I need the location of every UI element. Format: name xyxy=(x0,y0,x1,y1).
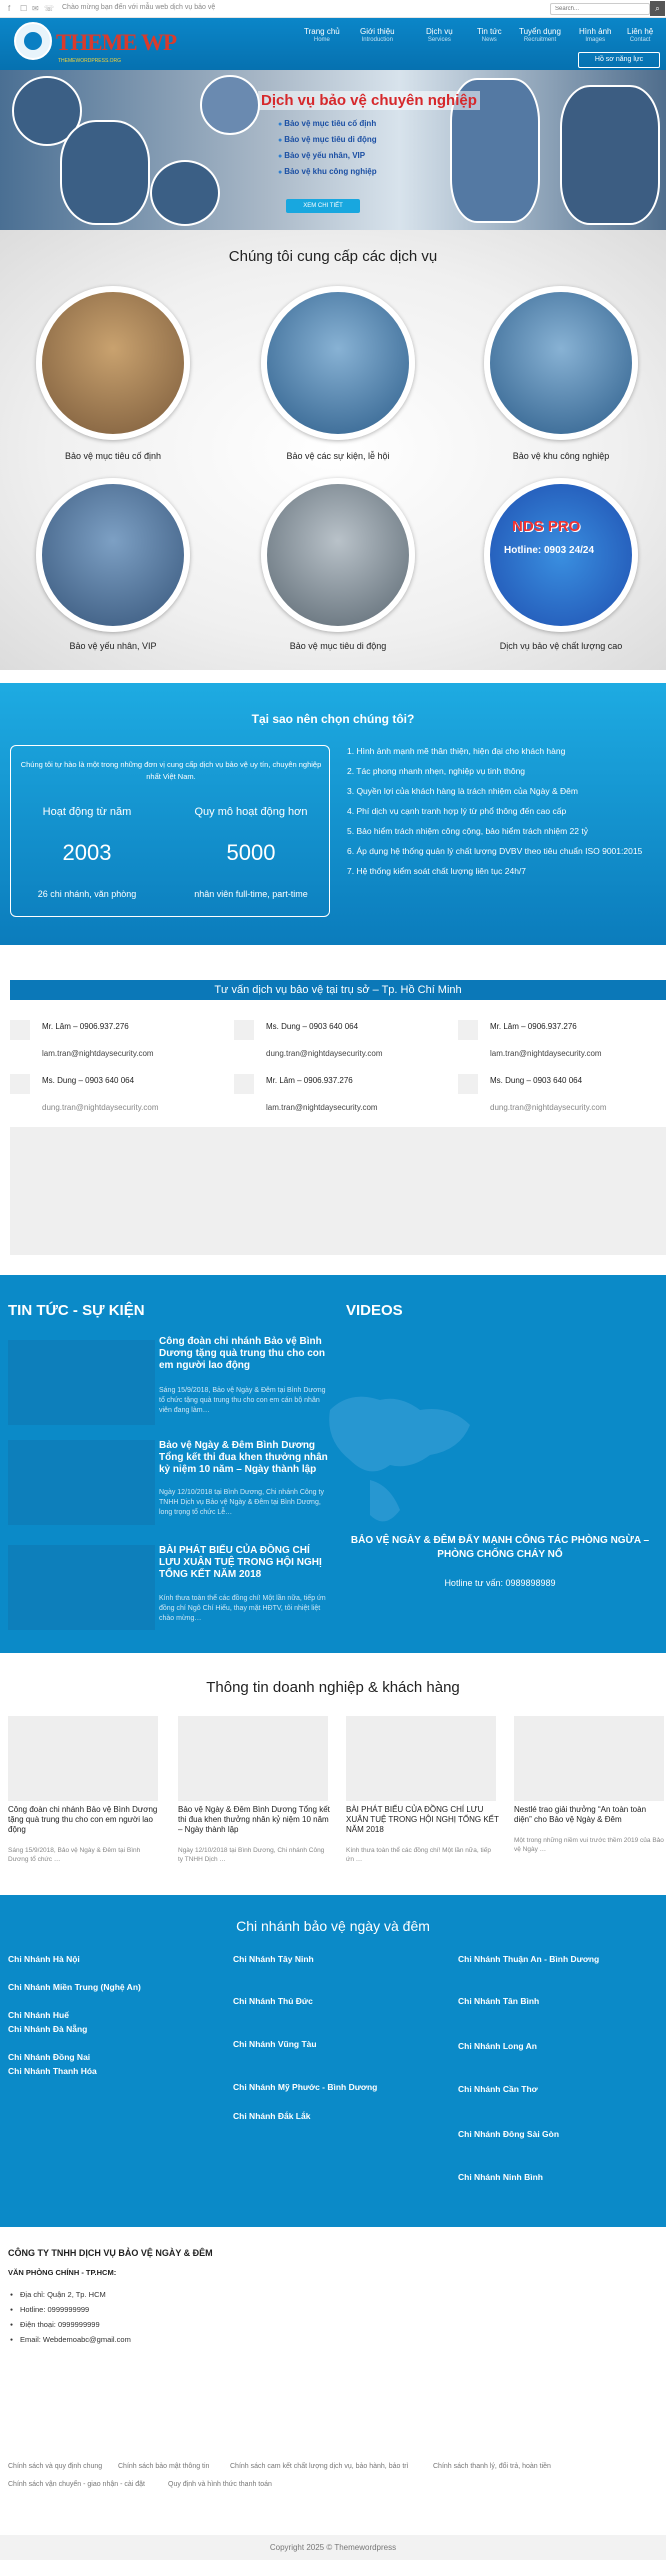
business-thumbnail[interactable] xyxy=(8,1716,158,1801)
why-title: Tại sao nên chọn chúng tôi? xyxy=(251,712,415,726)
business-title: Thông tin doanh nghiệp & khách hàng xyxy=(206,1679,460,1696)
nav-contact[interactable]: Liên hệ Contact xyxy=(627,27,654,43)
hero-list xyxy=(278,116,377,180)
logo-text[interactable]: THEME WP xyxy=(56,30,177,55)
business-item-title[interactable]: Bảo vệ Ngày & Đêm Bình Dương Tổng kết thi đua khen thưởng nhân kỷ niệm 10 năm – Ngày thành lập xyxy=(178,1805,330,1834)
branch-link[interactable]: Chi Nhánh Cần Thơ xyxy=(458,2084,538,2094)
nav-news[interactable]: Tin tức News xyxy=(477,27,502,43)
footer-address: ● Địa chỉ: Quận 2, Tp. HCM xyxy=(20,2290,106,2299)
reasons-list xyxy=(347,745,647,885)
news-item-title[interactable]: Công đoàn chi nhánh Bảo vệ Bình Dương tặng quà trung thu cho con em người lao động xyxy=(159,1336,325,1371)
business-item-desc: Kính thưa toàn thể các đồng chí! Một lần nữa, tiếp ứn … xyxy=(346,1847,491,1863)
list-item: ● Bảo vệ mục tiêu di động xyxy=(278,132,377,148)
contact-icon xyxy=(458,1020,478,1040)
stat-number: 5000 xyxy=(226,840,276,865)
profile-button[interactable]: Hồ sơ năng lực xyxy=(578,52,660,68)
news-title: TIN TỨC - SỰ KIỆN xyxy=(8,1302,145,1319)
business-item-desc: Sáng 15/9/2018, Bảo vệ Ngày & Đêm tại Bình Dương tổ chức … xyxy=(8,1847,141,1863)
search-input[interactable] xyxy=(550,3,650,15)
services-title: Chúng tôi cung cấp các dịch vụ xyxy=(228,248,438,265)
contact-name: Ms. Dung – 0903 640 064 xyxy=(490,1076,583,1085)
footer-link[interactable]: Chính sách bảo mật thông tin xyxy=(118,2463,210,2470)
footer-company: CÔNG TY TNHH DỊCH VỤ BẢO VỆ NGÀY & ĐÊM xyxy=(8,2248,213,2258)
footer-phone: ● Điện thoại: 0999999999 xyxy=(20,2320,100,2329)
video-caption[interactable]: BẢO VỆ NGÀY & ĐÊM ĐẨY MẠNH CÔNG TÁC PHÒNG NGỪA – PHÒNG CHỐNG CHÁY NỔ xyxy=(350,1535,650,1560)
business-thumbnail[interactable] xyxy=(514,1716,664,1801)
contact-name: Ms. Dung – 0903 640 064 xyxy=(42,1076,135,1085)
contact-email[interactable]: dung.tran@nightdaysecurity.com xyxy=(42,1103,159,1112)
nav-images[interactable]: Hình ảnh Images xyxy=(579,27,612,43)
nav-home[interactable]: Trang chủ Home xyxy=(304,27,340,43)
contact-icon xyxy=(458,1074,478,1094)
branch-link[interactable]: Chi Nhánh Huế xyxy=(8,2010,69,2020)
stat-footer: 26 chi nhánh, văn phòng xyxy=(37,889,137,899)
service-label[interactable]: Bảo vệ khu công nghiệp xyxy=(512,451,610,461)
facebook-icon[interactable]: f xyxy=(8,4,11,13)
contact-icon xyxy=(10,1020,30,1040)
logo-icon[interactable] xyxy=(14,22,52,60)
contact-name: Mr. Lâm – 0906.937.276 xyxy=(490,1022,577,1031)
news-thumbnail[interactable] xyxy=(8,1545,155,1630)
guard-photo xyxy=(60,120,150,225)
footer-link[interactable]: Chính sách thanh lý, đổi trả, hoàn tiền xyxy=(433,2463,551,2470)
nav-recruitment[interactable]: Tuyển dụng Recruitment xyxy=(519,27,561,43)
hero-title: Dịch vụ bảo vệ chuyên nghiệp xyxy=(258,91,480,110)
service-image[interactable] xyxy=(261,286,415,440)
stat-heading: Quy mô hoạt động hơn xyxy=(194,806,308,818)
business-item-title[interactable]: Công đoàn chi nhánh Bảo vệ Bình Dương tặng quà trung thu cho con em người lao động xyxy=(8,1805,158,1834)
news-thumbnail[interactable] xyxy=(8,1340,155,1425)
service-label[interactable]: Bảo vệ các sự kiện, lễ hội xyxy=(286,451,390,461)
service-image[interactable] xyxy=(36,286,190,440)
contact-email[interactable]: dung.tran@nightdaysecurity.com xyxy=(490,1103,607,1112)
service-label[interactable]: Bảo vệ mục tiêu cố định xyxy=(64,451,162,461)
list-item: 6. Áp dụng hệ thống quản lý chất lượng DVBV theo tiêu chuẩn ISO 9001:2015 xyxy=(347,846,643,856)
videos-title: VIDEOS xyxy=(346,1302,403,1319)
phone-icon[interactable]: ☏ xyxy=(44,4,55,13)
contact-name: Ms. Dung – 0903 640 064 xyxy=(266,1022,359,1031)
footer-link[interactable]: Chính sách cam kết chất lượng dịch vụ, bảo hành, bảo trì xyxy=(230,2463,409,2470)
twitter-icon[interactable]: ☐ xyxy=(20,4,28,13)
business-item-desc: Ngày 12/10/2018 tại Bình Dương, Chi nhánh Công ty TNHH Dịch … xyxy=(178,1847,325,1863)
contact-icon xyxy=(234,1074,254,1094)
top-bar xyxy=(0,0,666,18)
service-image[interactable] xyxy=(261,478,415,632)
contact-email[interactable]: lam.tran@nightdaysecurity.com xyxy=(266,1103,378,1112)
nav-services[interactable]: Dịch vụ Services xyxy=(426,27,453,43)
branch-link[interactable]: Chi Nhánh Đắk Lắk xyxy=(233,2111,311,2121)
list-item: 7. Hệ thống kiểm soát chất lượng liên tục 24h/7 xyxy=(347,866,527,876)
business-thumbnail[interactable] xyxy=(178,1716,328,1801)
logo-subtitle: THEMEWORDPRESS.ORG xyxy=(58,58,122,64)
video-hotline: Hotline tư vấn: 0989898989 xyxy=(444,1578,556,1588)
branch-link[interactable]: Chi Nhánh Mỹ Phước - Bình Dương xyxy=(233,2082,378,2092)
footer-link[interactable]: Chính sách và quy định chung xyxy=(8,2463,103,2470)
news-item-desc: Kính thưa toàn thể các đồng chí! Một lần nữa, tiếp ứn đồng chí Ngô Chí Hiếu, thay mặt HĐTV, tôi nhiệt liệt chào mừng… xyxy=(159,1595,326,1622)
welcome-message: Chào mừng bạn đến với mẫu web dịch vụ bảo vệ xyxy=(62,4,216,11)
guard-photo xyxy=(200,75,260,135)
branch-link[interactable]: Chi Nhánh Thủ Đức xyxy=(233,1996,313,2006)
branch-link[interactable]: Chi Nhánh Miền Trung (Nghệ An) xyxy=(8,1982,141,1992)
branch-link[interactable]: Chi Nhánh Ninh Bình xyxy=(458,2172,543,2182)
service-image[interactable] xyxy=(36,478,190,632)
contact-icon xyxy=(234,1020,254,1040)
footer-link[interactable]: Chính sách vận chuyển - giao nhận - cài đặt xyxy=(8,2481,145,2488)
news-item-desc: Sáng 15/9/2018, Bảo vệ Ngày & Đêm tại Bình Dương tổ chức tặng quà trung thu cho con em cán bộ nhân viên đang làm… xyxy=(159,1387,326,1414)
branch-link[interactable]: Chi Nhánh Thanh Hóa xyxy=(8,2066,97,2076)
list-item: 4. Phí dịch vụ cạnh tranh hợp lý từ phổ thông đến cao cấp xyxy=(347,806,567,816)
branch-link[interactable]: Chi Nhánh Hà Nội xyxy=(8,1954,80,1964)
contact-name: Mr. Lâm – 0906.937.276 xyxy=(266,1076,353,1085)
footer-link[interactable]: Quy định và hình thức thanh toán xyxy=(168,2481,272,2488)
list-item: ● Bảo vệ mục tiêu cố định xyxy=(278,116,377,132)
promo-hotline: Hotline: 0903 24/24 xyxy=(504,545,595,556)
guard-photo xyxy=(150,160,220,226)
contact-email[interactable]: lam.tran@nightdaysecurity.com xyxy=(42,1049,154,1058)
service-label[interactable]: Bảo vệ yếu nhân, VIP xyxy=(69,641,157,651)
branch-link[interactable]: Chi Nhánh Long An xyxy=(458,2041,538,2051)
contact-email[interactable]: dung.tran@nightdaysecurity.com xyxy=(266,1049,383,1058)
business-item-desc: Một trong những niềm vui trước thềm 2019 của Bảo vệ Ngày … xyxy=(514,1837,664,1853)
footer-office: VĂN PHÒNG CHÍNH - TP.HCM: xyxy=(8,2268,117,2277)
branch-link[interactable]: Chi Nhánh Đà Nẵng xyxy=(8,2024,88,2034)
list-item: 1. Hình ảnh mạnh mẽ thân thiện, hiện đại cho khách hàng xyxy=(347,746,566,756)
service-label[interactable]: Bảo vệ mục tiêu di động xyxy=(289,641,387,651)
branch-link[interactable]: Chi Nhánh Tây Ninh xyxy=(233,1954,314,1964)
news-item-title[interactable]: BÀI PHÁT BIỂU CỦA ĐỒNG CHÍ LƯU XUÂN TUỆ TRONG HỘI NGHỊ TỔNG KẾT NĂM 2018 xyxy=(159,1545,322,1580)
why-intro: Chúng tôi tự hào là một trong những đơn vị cung cấp dịch vụ bảo vệ uy tín, chuyên nghiệp nhất Việt Nam. xyxy=(20,760,322,781)
promo-title: NDS PRO xyxy=(512,518,581,535)
consult-title: Tư vấn dịch vụ bảo vệ tại trụ sở – Tp. Hồ Chí Minh xyxy=(10,980,666,1000)
contact-email[interactable]: lam.tran@nightdaysecurity.com xyxy=(490,1049,602,1058)
branch-link[interactable]: Chi Nhánh Vũng Tàu xyxy=(233,2039,317,2049)
business-thumbnail[interactable] xyxy=(346,1716,496,1801)
view-details-button[interactable]: XEM CHI TIẾT xyxy=(286,199,360,213)
contact-icon xyxy=(10,1074,30,1094)
branches-section xyxy=(0,1895,666,2227)
footer-email[interactable]: ● Email: Webdemoabc@gmail.com xyxy=(20,2335,131,2344)
news-thumbnail[interactable] xyxy=(8,1440,155,1525)
list-item: 5. Bảo hiểm trách nhiệm công cộng, bảo hiểm trách nhiệm 22 tỷ xyxy=(347,826,588,836)
copyright: Copyright 2025 © Themewordpress xyxy=(0,2535,666,2560)
search-icon[interactable]: ⌕ xyxy=(650,1,665,16)
branch-link[interactable]: Chi Nhánh Tân Bình xyxy=(458,1996,540,2006)
world-map-icon xyxy=(310,1370,490,1540)
business-item-title[interactable]: BÀI PHÁT BIỂU CỦA ĐỒNG CHÍ LƯU XUÂN TUỆ TRONG HỘI NGHỊ TỔNG KẾT NĂM 2018 xyxy=(346,1805,499,1834)
service-label[interactable]: Dịch vụ bảo vệ chất lượng cao xyxy=(499,641,623,651)
branch-link[interactable]: Chi Nhánh Đồng Nai xyxy=(8,2052,91,2062)
branch-link[interactable]: Chi Nhánh Thuận An - Bình Dương xyxy=(458,1954,600,1964)
news-item-title[interactable]: Bảo vệ Ngày & Đêm Bình Dương Tổng kết thi đua khen thưởng nhân kỷ niệm 10 năm – Ngày thành lập xyxy=(159,1440,328,1475)
map-placeholder xyxy=(10,1127,666,1255)
list-item: ● Bảo vệ yếu nhân, VIP xyxy=(278,148,377,164)
news-item-desc: Ngày 12/10/2018 tại Bình Dương, Chi nhánh Công ty TNHH Dịch vụ Bảo vệ Ngày & Đêm tại Bình Dương, long trọng tổ chức Lễ… xyxy=(159,1489,324,1516)
footer-hotline: ● Hotline: 0999999999 xyxy=(20,2305,89,2314)
list-item: 3. Quyền lợi của khách hàng là trách nhiệm của Ngày & Đêm xyxy=(347,786,578,796)
list-item: 2. Tác phong nhanh nhẹn, nghiệp vụ tinh thông xyxy=(347,766,526,776)
contact-name: Mr. Lâm – 0906.937.276 xyxy=(42,1022,129,1031)
list-item: ● Bảo vệ khu công nghiệp xyxy=(278,164,377,180)
nav-introduction[interactable]: Giới thiệu Introduction xyxy=(360,27,395,43)
guard-photo xyxy=(560,85,660,225)
branches-title: Chi nhánh bảo vệ ngày và đêm xyxy=(236,1918,430,1934)
service-image[interactable] xyxy=(484,286,638,440)
stat-footer: nhân viên full-time, part-time xyxy=(194,889,308,899)
stat-number: 2003 xyxy=(62,840,112,865)
business-item-title[interactable]: Nestlé trao giải thưởng “An toàn toàn diện” cho Bảo vệ Ngày & Đêm xyxy=(514,1805,647,1824)
envelope-icon[interactable]: ✉ xyxy=(32,4,39,13)
branch-link[interactable]: Chi Nhánh Đông Sài Gòn xyxy=(458,2129,560,2139)
stat-heading: Hoạt động từ năm xyxy=(42,806,132,818)
